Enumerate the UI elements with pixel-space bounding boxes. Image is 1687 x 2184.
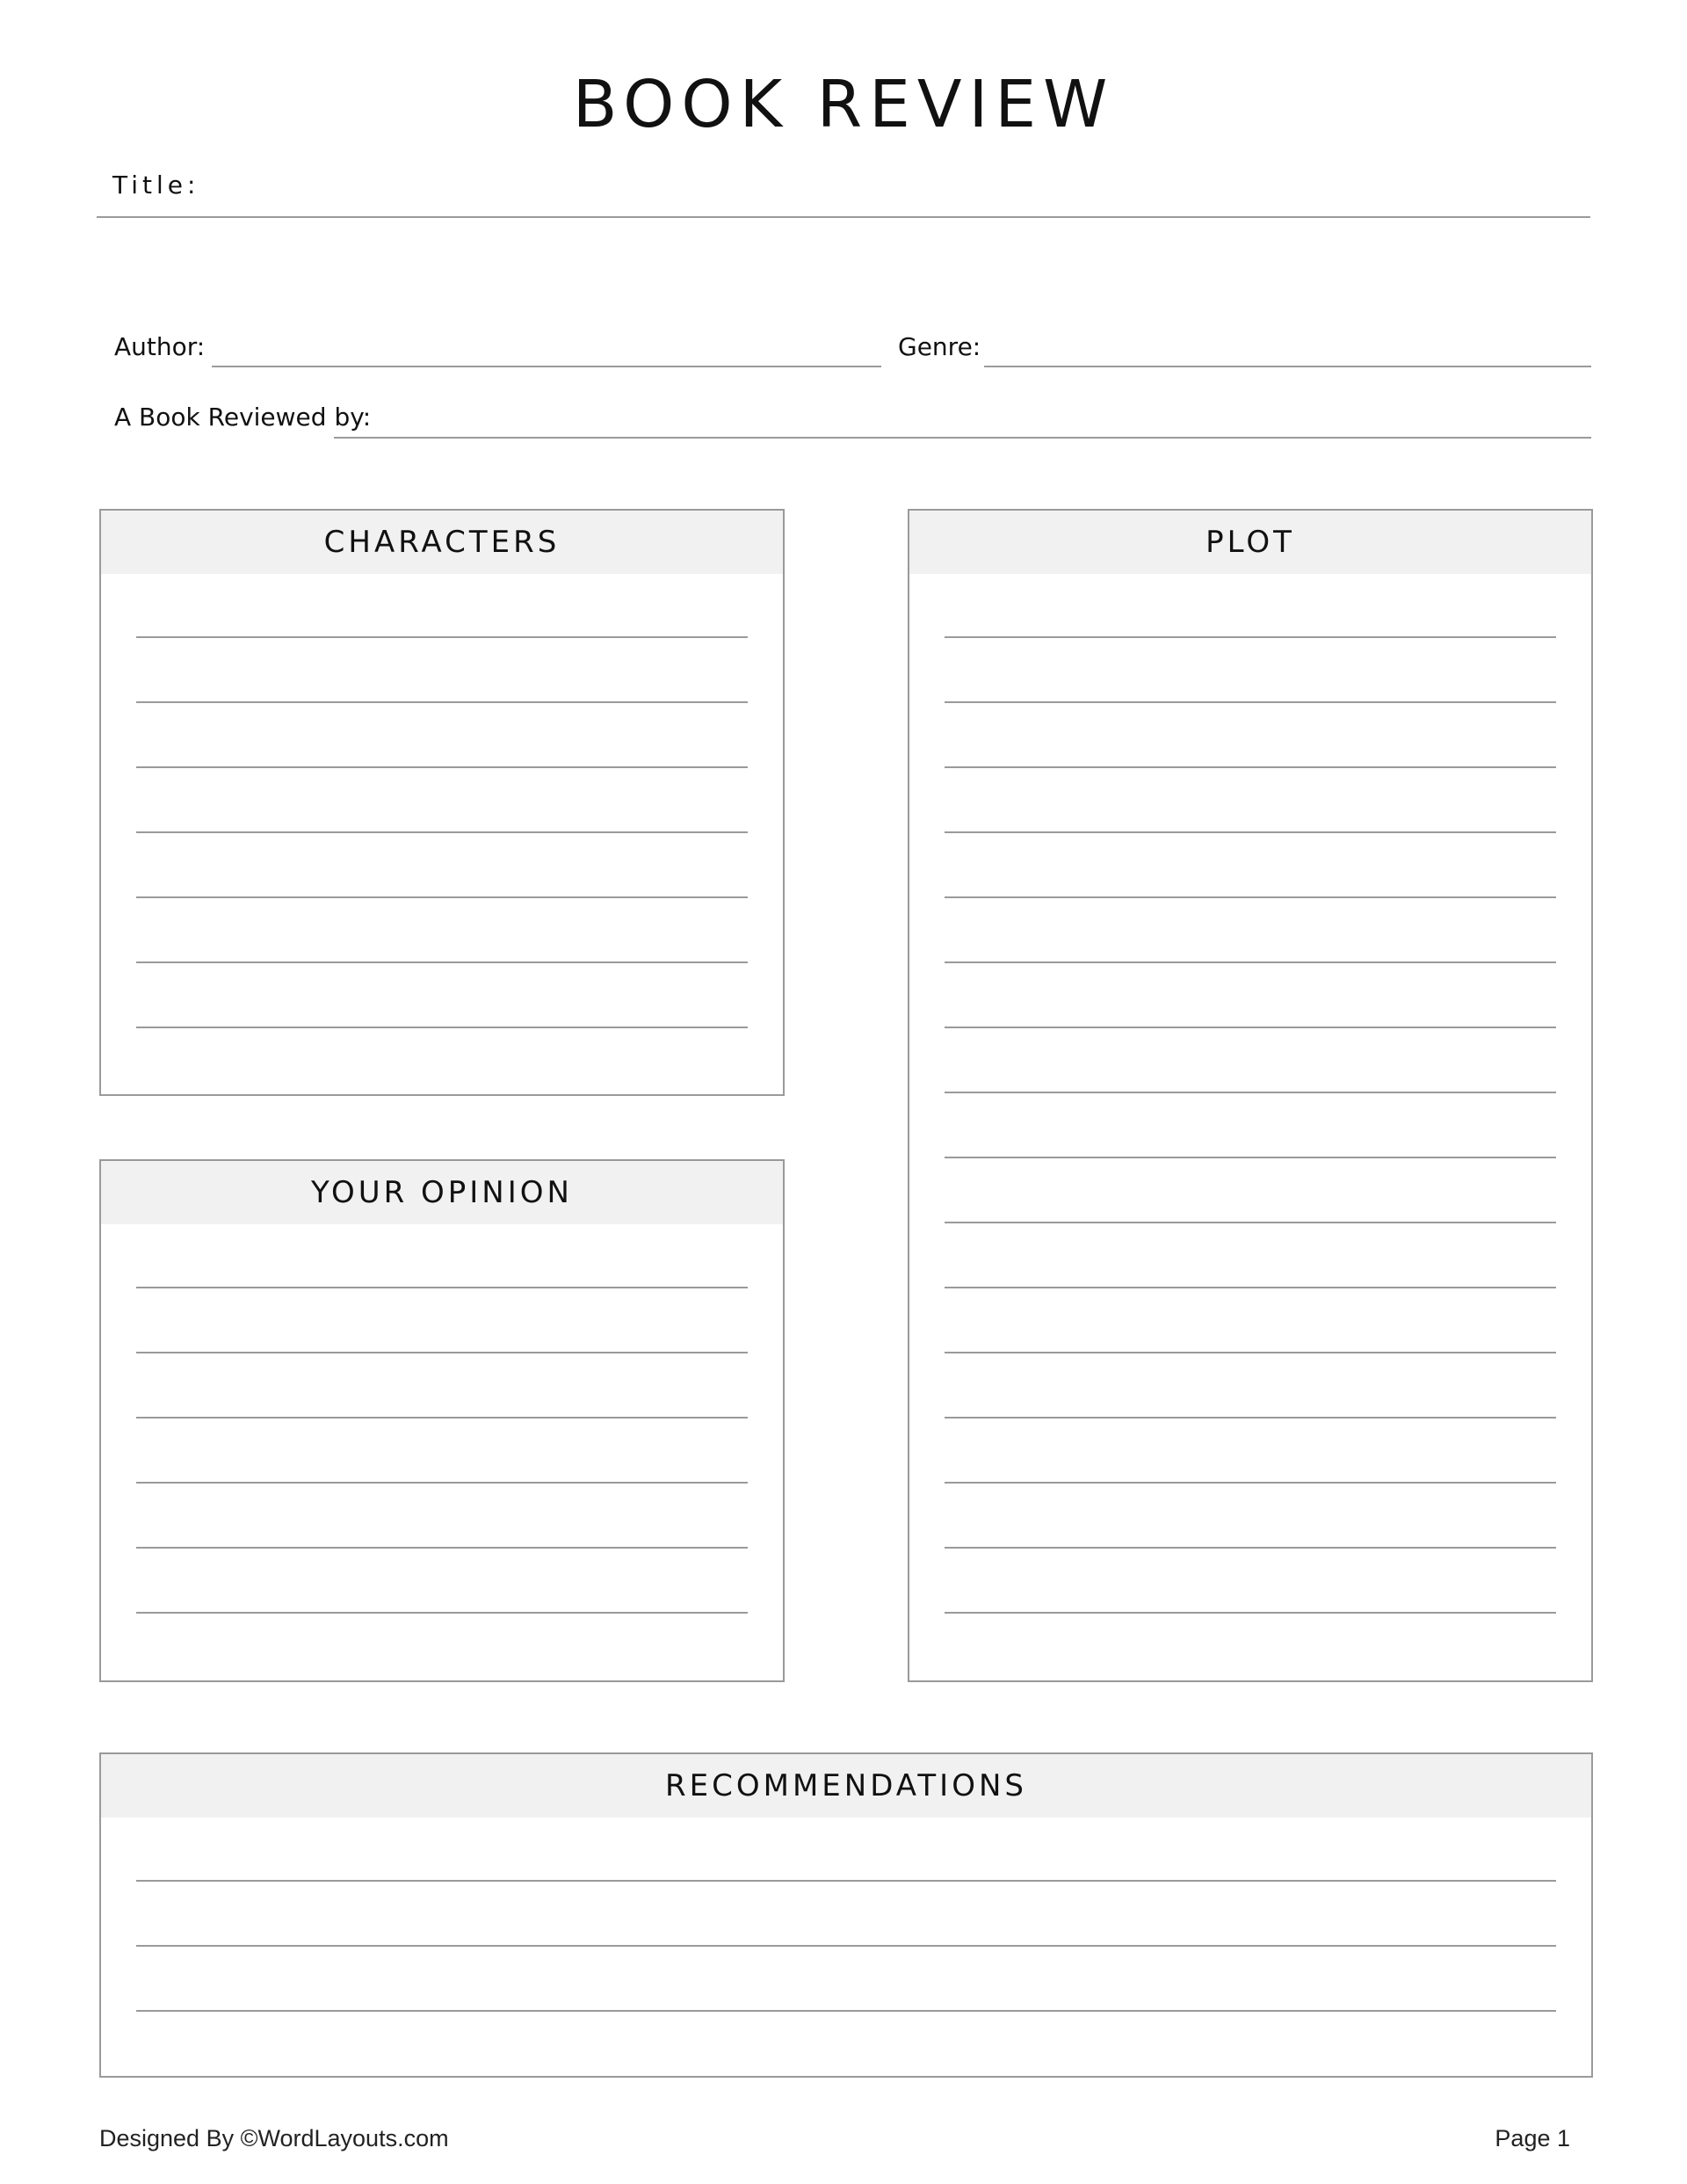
opinion-writing-line[interactable]: [136, 1287, 748, 1288]
plot-writing-line[interactable]: [945, 766, 1556, 768]
plot-writing-line[interactable]: [945, 1092, 1556, 1093]
plot-writing-line[interactable]: [945, 1157, 1556, 1158]
plot-writing-line[interactable]: [945, 1417, 1556, 1419]
plot-writing-line[interactable]: [945, 701, 1556, 703]
recommendations-writing-line[interactable]: [136, 2010, 1556, 2012]
plot-writing-line[interactable]: [945, 1612, 1556, 1614]
plot-writing-line[interactable]: [945, 1222, 1556, 1223]
plot-writing-line[interactable]: [945, 1352, 1556, 1353]
author-label: Author:: [114, 332, 206, 361]
plot-writing-line[interactable]: [945, 636, 1556, 638]
footer-credit: Designed By ©WordLayouts.com: [99, 2125, 449, 2151]
plot-writing-line[interactable]: [945, 1287, 1556, 1288]
plot-writing-line[interactable]: [945, 1482, 1556, 1484]
recommendations-writing-line[interactable]: [136, 1880, 1556, 1882]
page-number: Page 1: [1495, 2125, 1570, 2151]
opinion-writing-line[interactable]: [136, 1547, 748, 1549]
characters-writing-line[interactable]: [136, 896, 748, 898]
opinion-writing-line[interactable]: [136, 1352, 748, 1353]
opinion-heading: YOUR OPINION: [101, 1161, 783, 1224]
genre-field-line[interactable]: [984, 366, 1591, 367]
plot-writing-line[interactable]: [945, 896, 1556, 898]
plot-heading: PLOT: [909, 511, 1591, 574]
opinion-writing-line[interactable]: [136, 1417, 748, 1419]
characters-writing-line[interactable]: [136, 766, 748, 768]
characters-writing-line[interactable]: [136, 831, 748, 833]
characters-writing-line[interactable]: [136, 961, 748, 963]
reviewed-by-field-line[interactable]: [334, 437, 1591, 439]
recommendations-writing-line[interactable]: [136, 1945, 1556, 1947]
genre-label: Genre:: [898, 332, 981, 361]
page-title: BOOK REVIEW: [572, 67, 1115, 142]
characters-section: [99, 509, 785, 1096]
title-label: Title:: [112, 171, 200, 200]
plot-writing-line[interactable]: [945, 1547, 1556, 1549]
opinion-section: [99, 1159, 785, 1682]
opinion-writing-line[interactable]: [136, 1482, 748, 1484]
plot-writing-line[interactable]: [945, 961, 1556, 963]
author-field-line[interactable]: [212, 366, 881, 367]
plot-section: [908, 509, 1593, 1682]
recommendations-heading: RECOMMENDATIONS: [101, 1754, 1591, 1818]
characters-heading: CHARACTERS: [101, 511, 783, 574]
recommendations-section: [99, 1752, 1593, 2078]
characters-writing-line[interactable]: [136, 636, 748, 638]
plot-writing-line[interactable]: [945, 831, 1556, 833]
title-field-line[interactable]: [97, 216, 1590, 218]
reviewed-by-label: A Book Reviewed by:: [114, 403, 372, 432]
plot-writing-line[interactable]: [945, 1027, 1556, 1028]
opinion-writing-line[interactable]: [136, 1612, 748, 1614]
characters-writing-line[interactable]: [136, 701, 748, 703]
characters-writing-line[interactable]: [136, 1027, 748, 1028]
